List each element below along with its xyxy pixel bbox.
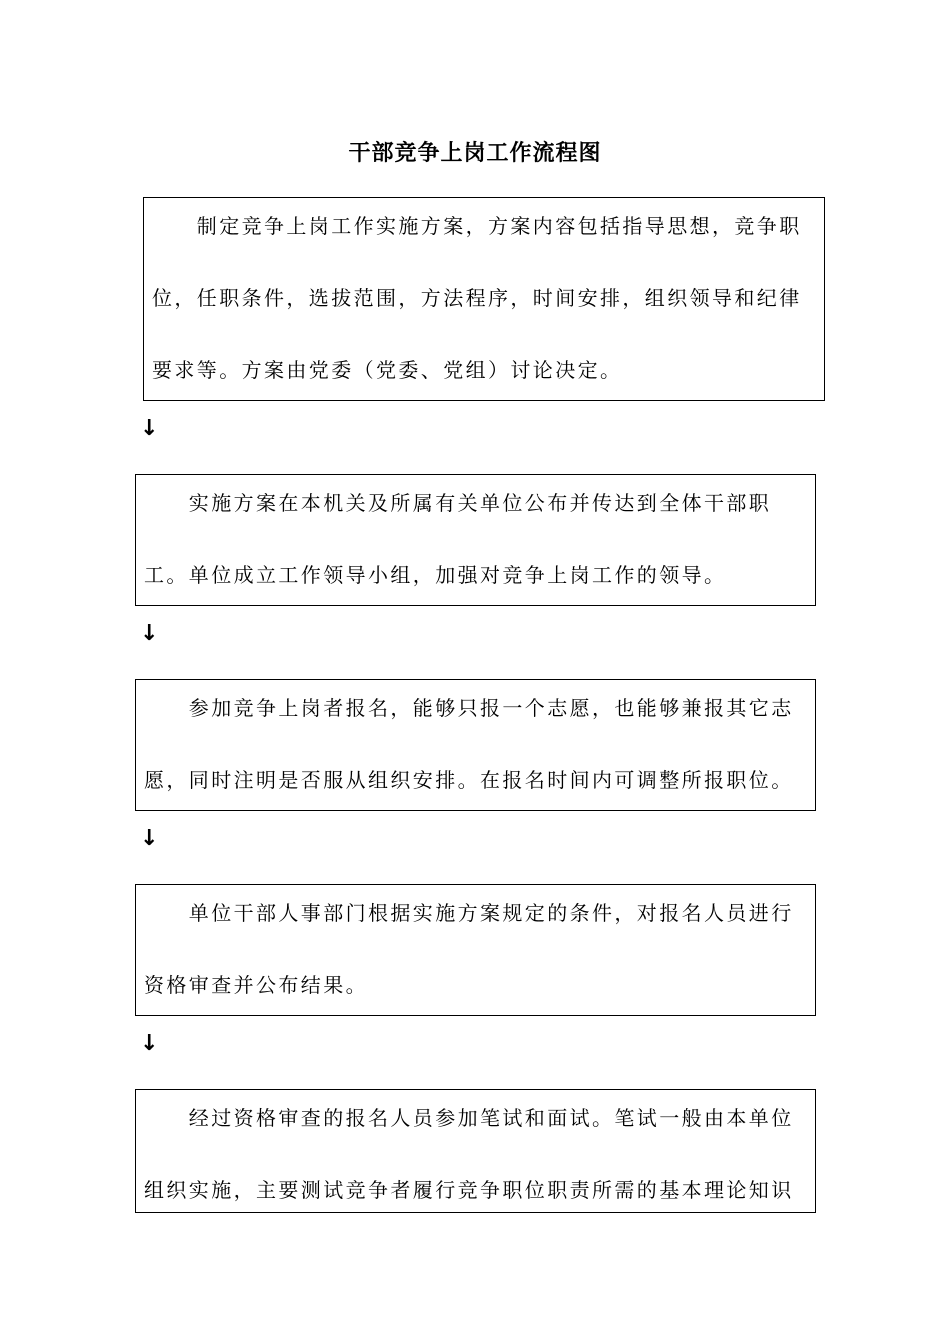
step-2-line-1: 实施方案在本机关及所属有关单位公布并传达到全体干部职 [144, 491, 772, 515]
step-5-line-2: 组织实施，主要测试竞争者履行竞争职位职责所需的基本理论知识 [144, 1178, 794, 1202]
flow-arrow-4: ↓ [140, 1031, 159, 1056]
flow-step-1 [143, 197, 825, 401]
flow-arrow-2: ↓ [140, 621, 159, 646]
flow-arrow-1: ↓ [140, 416, 159, 441]
flow-step-4 [135, 884, 816, 1016]
step-4-line-2: 资格审查并公布结果。 [144, 973, 368, 997]
flow-step-5 [135, 1089, 816, 1213]
flow-step-3 [135, 679, 816, 811]
step-1-line-1: 制定竞争上岗工作实施方案，方案内容包括指导思想，竞争职 [152, 214, 802, 238]
step-4-line-1: 单位干部人事部门根据实施方案规定的条件，对报名人员进行 [144, 901, 794, 925]
step-1-line-2: 位，任职条件，选拔范围，方法程序，时间安排，组织领导和纪律 [152, 286, 802, 310]
step-3-line-2: 愿，同时注明是否服从组织安排。在报名时间内可调整所报职位。 [144, 768, 794, 792]
flow-arrow-3: ↓ [140, 826, 159, 851]
step-2-line-2: 工。单位成立工作领导小组，加强对竞争上岗工作的领导。 [144, 563, 727, 587]
step-5-line-1: 经过资格审查的报名人员参加笔试和面试。笔试一般由本单位 [144, 1106, 794, 1130]
flow-step-2 [135, 474, 816, 606]
step-3-line-1: 参加竞争上岗者报名，能够只报一个志愿，也能够兼报其它志 [144, 696, 794, 720]
step-1-line-3: 要求等。方案由党委（党委、党组）讨论决定。 [152, 358, 623, 382]
page-title: 干部竞争上岗工作流程图 [348, 141, 602, 166]
